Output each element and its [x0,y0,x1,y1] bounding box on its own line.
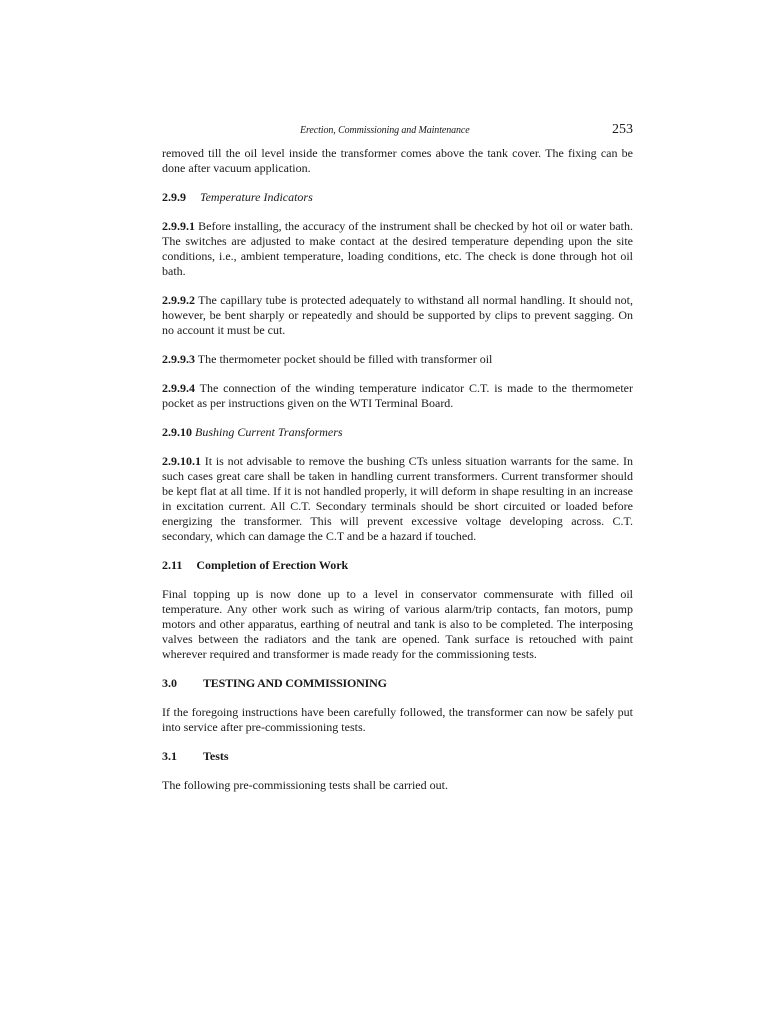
section-title: Completion of Erection Work [196,558,349,572]
paragraph-intro: removed till the oil level inside the transformer comes above the tank cover. The fixing can be done after vacuum application. [162,146,633,175]
clause-text: It is not advisable to remove the bushing CTs unless situation warrants for the same. In such cases great care shall be taken in handling current transformers. Current transformer should be kept flat at all time. If it is not handled properly, it will deform in shape resulting in an increase in excitation current. All C.T. Secondary terminals should be short circuited or loaded before energizing the transformer. This will prevent excessive voltage developing across. C.T. secondary, which can damage the C.T and be a hazard if touched. [162,454,633,543]
section-number: 2.9.9 [162,190,186,204]
heading-3-0 [162,676,633,691]
paragraph-2-9-10-1 [162,454,633,544]
paragraph-2-9-9-1 [162,219,633,279]
running-header [162,120,633,146]
clause-text: The capillary tube is protected adequately to withstand all normal handling. It should not, however, be bent sharply or repeatedly and should be supported by clips to prevent sagging. On no account it must be cut. [162,293,633,337]
heading-3-1 [162,749,633,764]
paragraph-3-1: The following pre-commissioning tests shall be carried out. [162,778,448,792]
section-number: 3.1 [162,749,177,763]
section-number: 3.0 [162,676,177,690]
clause-number: 2.9.10.1 [162,454,201,468]
paragraph-2-11: Final topping up is now done up to a level in conservator commensurate with filled oil temperature. Any other work such as wiring of various alarm/trip contacts, fan motors, pump motors and other apparatus, earthing of neutral and tank is also to be completed. The interposing valves between the radiators and the tank are opened. Tank surface is retouched with paint wherever required and transformer is made ready for the commissioning tests. [162,587,633,661]
section-title: TESTING AND COMMISSIONING [203,676,387,690]
paragraph-2-9-9-4 [162,381,633,411]
section-number: 2.11 [162,558,183,572]
heading-2-9-9 [162,190,633,205]
section-title: Temperature Indicators [200,190,313,204]
clause-number: 2.9.9.4 [162,381,195,395]
clause-text: The thermometer pocket should be filled with transformer oil [195,352,493,366]
paragraph-2-9-9-2 [162,293,633,338]
document-page [162,120,633,807]
heading-2-11 [162,558,633,573]
section-title: Bushing Current Transformers [195,425,343,439]
clause-number: 2.9.9.2 [162,293,195,307]
clause-text: Before installing, the accuracy of the instrument shall be checked by hot oil or water bath. The switches are adjusted to make contact at the desired temperature depending upon the site conditions, i.e., ambient temperature, loading conditions, etc. The check is done through hot oil bath. [162,219,633,278]
page-number: 253 [612,122,633,137]
section-title: Tests [203,749,229,763]
section-number: 2.9.10 [162,425,192,439]
clause-number: 2.9.9.3 [162,352,195,366]
paragraph-3-0: If the foregoing instructions have been carefully followed, the transformer can now be safely put into service after pre-commissioning tests. [162,705,633,734]
running-title: Erection, Commissioning and Maintenance [300,125,470,136]
clause-text: The connection of the winding temperature indicator C.T. is made to the thermometer pocket as per instructions given on the WTI Terminal Board. [162,381,633,410]
heading-2-9-10 [162,425,633,440]
clause-number: 2.9.9.1 [162,219,195,233]
paragraph-2-9-9-3 [162,352,633,367]
